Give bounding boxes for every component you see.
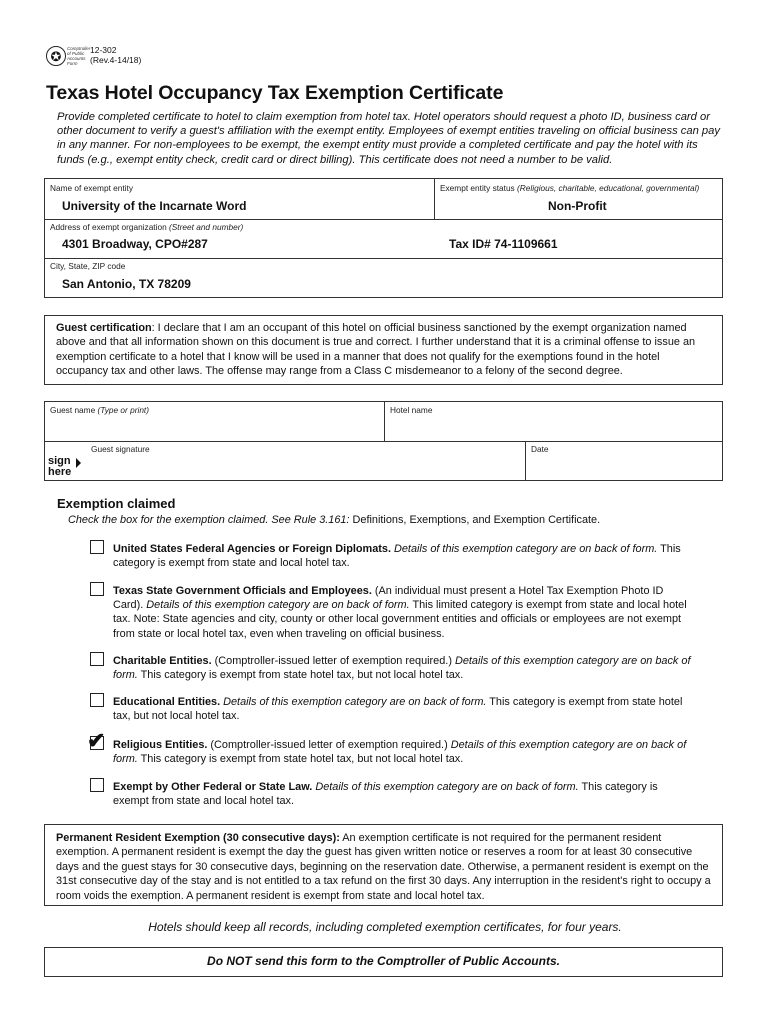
address-hint: (Street and number) (169, 222, 244, 232)
option-description: This limited category is exempt from state and local hotel tax. Note: State agencies and city, county or other local government entities and officials or employees are not exempt from state or local hotel tax, even when traveling on official business. (113, 599, 687, 640)
permanent-resident-label: Permanent Resident Exemption (30 consecutive days): (56, 832, 340, 844)
option-title: Religious Entities. (113, 739, 208, 751)
divider (384, 402, 385, 442)
divider (525, 441, 526, 481)
guest-name-label-text: Guest name (50, 405, 96, 415)
entity-status-label-text: Exempt entity status (440, 183, 515, 193)
option-description: This category is exempt from state hotel tax, but not local hotel tax. (113, 696, 683, 723)
divider (45, 258, 722, 259)
comptroller-seal-icon: ✪ (46, 46, 66, 66)
option-description: This category is exempt from state hotel tax, but not local hotel tax. (137, 669, 464, 682)
option-title: Exempt by Other Federal or State Law. (113, 781, 313, 793)
guest-name-hint: (Type or print) (97, 405, 149, 415)
sign-word: sign (48, 455, 71, 467)
hotel-name-label: Hotel name (390, 405, 433, 415)
entity-status-hint: (Religious, charitable, educational, governmental) (517, 183, 700, 193)
form-number-block (90, 45, 141, 65)
guest-certification-label: Guest certification (56, 322, 152, 334)
option-details: Details of this exemption category are on back of form. (146, 599, 410, 612)
tax-id: Tax ID# 74-1109661 (449, 237, 558, 251)
date-label: Date (531, 444, 549, 454)
sign-here-marker (48, 456, 71, 478)
option-details: Details of this exemption category are on back of form. (113, 739, 687, 766)
option-requirement: (An individual must present a Hotel Tax Exemption Photo ID Card). (113, 585, 664, 612)
checkbox-charitable[interactable] (90, 652, 104, 666)
option-educational (113, 695, 693, 723)
option-details: Details of this exemption category are on back of form. (390, 543, 658, 555)
exemption-instructions (68, 514, 600, 526)
entity-status-label (440, 183, 699, 193)
divider (45, 441, 722, 442)
city-state-zip-field[interactable]: San Antonio, TX 78209 (62, 277, 191, 291)
address-field[interactable]: 4301 Broadway, CPO#287 (62, 237, 208, 251)
checkbox-federal-diplomats[interactable] (90, 540, 104, 554)
permanent-resident-section (44, 824, 723, 906)
sign-arrow-icon (76, 458, 81, 468)
address-label-text: Address of exempt organization (50, 222, 167, 232)
do-not-send-notice: Do NOT send this form to the Comptroller of Public Accounts. (44, 947, 723, 977)
option-charitable (113, 654, 693, 682)
form-number: 12-302 (90, 45, 117, 55)
option-description: This category is exempt from state hotel tax, but not local hotel tax. (137, 753, 464, 766)
exemption-heading: Exemption claimed (57, 496, 176, 511)
guest-certification-text: : I declare that I am an occupant of this hotel on official business sanctioned by the exempt organization named above and that all information shown on this document is true and correct. I further understand that it is a criminal offense to issue an exemption certificate to a hotel that I know will be used in a manner that does not qualify for the exemptions found in the hotel occupancy tax and other laws. The offense may range from a Class C misdemeanor to a felony of the second degree. (56, 322, 696, 378)
option-state-officials (113, 584, 693, 641)
option-title: Educational Entities. (113, 696, 221, 708)
here-word: here (48, 466, 72, 478)
guest-name-label (50, 405, 149, 415)
checkbox-state-officials[interactable] (90, 582, 104, 596)
city-label: City, State, ZIP code (50, 261, 126, 271)
entity-name-label: Name of exempt entity (50, 183, 134, 193)
entity-name-field[interactable]: University of the Incarnate Word (62, 199, 247, 213)
intro-instructions: Provide completed certificate to hotel to claim exemption from hotel tax. Hotel operators should request a photo ID, business card or other document to verify a guest's affiliation with the exempt entity. Employees of exempt entities traveling on official business can pay in any manner. For non-employees to be exempt, the exempt entity must provide a completed certificate and pay the hotel with its funds (e.g., exempt entity check, credit card or direct billing). This certificate does not need a number to be valid. (57, 111, 720, 166)
records-notice: Hotels should keep all records, including completed exemption certificates, for four years. (148, 920, 622, 934)
exemption-instructions-plain: Definitions, Exemptions, and Exemption Certificate. (349, 514, 601, 526)
entity-status-field[interactable]: Non-Profit (548, 199, 607, 213)
divider (434, 179, 435, 220)
option-details: Details of this exemption category are on back of form. (220, 696, 487, 708)
divider (45, 219, 722, 220)
checkmark-icon: ✔ (87, 728, 106, 753)
checkbox-other-law[interactable] (90, 778, 104, 792)
permanent-resident-text: An exemption certificate is not required for the permanent resident exemption. A permanent resident is exempt the day the guest has given written notice or reserves a room for at least 30 consecutive days and the guest stays for 30 consecutive days, beginning on the reservation date. Otherwise, a permanent resident is exempt on the 31st consecutive day of the stay and is not entitled to a tax refund on the first 30 days. Any interruption in the resident's right to occupy a room voids the exemption. A permanent resident is exempt from state and local hotel tax. (56, 832, 711, 902)
seal-caption: Comptroller of Public Accounts Form (67, 46, 91, 66)
option-title: Texas State Government Officials and Employees. (113, 585, 372, 597)
option-religious (113, 738, 693, 766)
guest-signature-label: Guest signature (91, 444, 150, 454)
page-title: Texas Hotel Occupancy Tax Exemption Certificate (46, 82, 504, 104)
guest-certification (44, 315, 723, 385)
option-description: This category is exempt from state and local hotel tax. (113, 781, 658, 808)
option-federal-diplomats (113, 542, 693, 570)
exemption-instructions-italic: Check the box for the exemption claimed. See Rule 3.161: (68, 514, 350, 526)
option-requirement: (Comptroller-issued letter of exemption required.) (211, 655, 455, 667)
form-revision: (Rev.4-14/18) (90, 55, 142, 65)
option-description: This category is exempt from state and local hotel tax. (113, 543, 681, 570)
option-title: United States Federal Agencies or Foreign Diplomats. (113, 543, 391, 555)
address-label (50, 222, 243, 232)
option-title: Charitable Entities. (113, 655, 212, 667)
option-details: Details of this exemption category are on back of form. (312, 781, 579, 793)
option-other-law (113, 780, 693, 808)
option-requirement: (Comptroller-issued letter of exemption required.) (207, 739, 451, 751)
option-details: Details of this exemption category are on back of form. (113, 655, 691, 682)
exempt-entity-section (44, 178, 723, 298)
checkbox-educational[interactable] (90, 693, 104, 707)
guest-section (44, 401, 723, 481)
